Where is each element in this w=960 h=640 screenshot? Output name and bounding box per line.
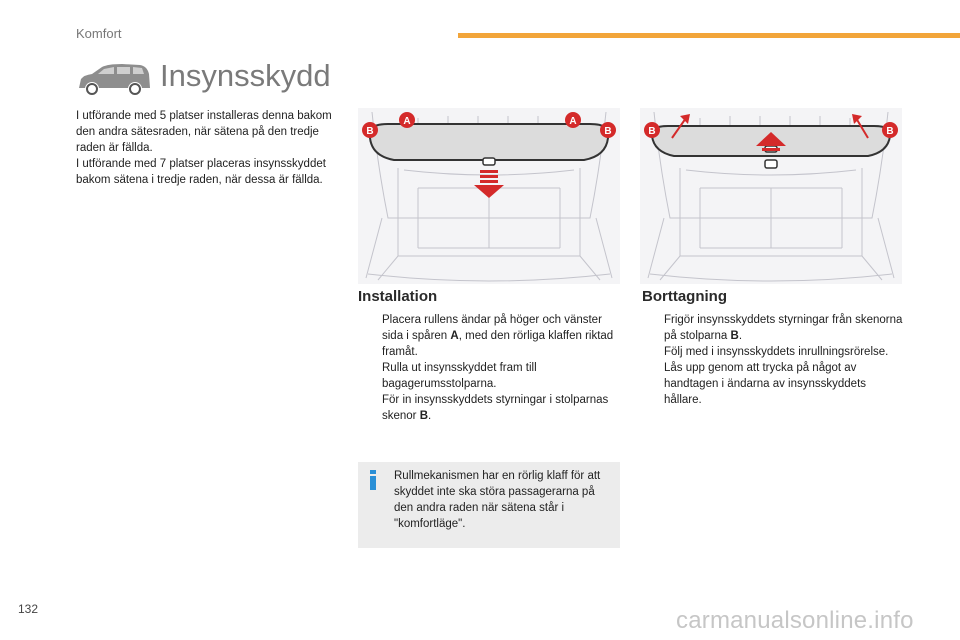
step-text: , med den rörliga klaffen riktad framåt.	[382, 330, 614, 358]
callout-a: A	[569, 116, 577, 127]
step-text: .	[428, 410, 432, 422]
intro-paragraph: I utförande med 5 platser installeras denna bakom den andra sätesraden, när sätena på den tredje raden är fällda.	[76, 110, 332, 154]
list-item	[362, 360, 624, 392]
step-text: Frigör insynsskyddets styrningar från skenorna på stolparna	[664, 314, 903, 342]
step-text: .	[738, 330, 743, 342]
removal-steps	[644, 312, 906, 408]
list-item	[362, 312, 624, 360]
list-item	[644, 360, 906, 408]
step-text: Placera rullens ändar på höger och vänster sida i spåren	[382, 314, 602, 342]
list-item	[362, 392, 624, 424]
intro-text	[76, 108, 344, 188]
callout-b: B	[648, 126, 656, 137]
callout-b: B	[604, 126, 612, 137]
list-item	[644, 344, 906, 360]
list-item	[644, 312, 906, 344]
callout-b: B	[366, 126, 374, 137]
installation-heading: Installation	[358, 288, 438, 305]
info-text: Rullmekanismen har en rörlig klaff för att skyddet inte ska störa passagerarna på den andra raden när sätena står i "komfortläge".	[394, 470, 601, 530]
watermark: carmanualsonline.info	[676, 607, 914, 634]
section-label: Komfort	[76, 26, 122, 41]
removal-illustration	[640, 108, 902, 284]
step-text: Följ med i insynsskyddets inrullningsrörelse.	[664, 346, 889, 358]
callout-b: B	[886, 126, 894, 137]
step-text: Lås upp genom att trycka på något av handtagen i ändarna av insynsskyddets hållare.	[664, 362, 867, 406]
step-key: A	[450, 330, 459, 342]
info-icon	[368, 470, 378, 490]
installation-illustration	[358, 108, 620, 284]
removal-heading: Borttagning	[642, 288, 727, 305]
step-text: För in insynsskyddets styrningar i stolparnas skenor	[382, 394, 609, 422]
info-box	[358, 462, 620, 548]
step-text: Rulla ut insynsskyddet fram till bagagerumsstolparna.	[382, 362, 537, 390]
installation-steps	[362, 312, 624, 424]
page-number: 132	[18, 602, 39, 616]
car-icon	[76, 62, 152, 100]
intro-paragraph: I utförande med 7 platser placeras insynsskyddet bakom sätena i tredje raden, när dessa är fällda.	[76, 158, 326, 186]
step-key: B	[419, 410, 429, 422]
step-key: B	[730, 330, 739, 342]
page-title: Insynsskydd	[160, 58, 331, 93]
header-rule	[458, 33, 960, 38]
callout-a: A	[403, 116, 411, 127]
